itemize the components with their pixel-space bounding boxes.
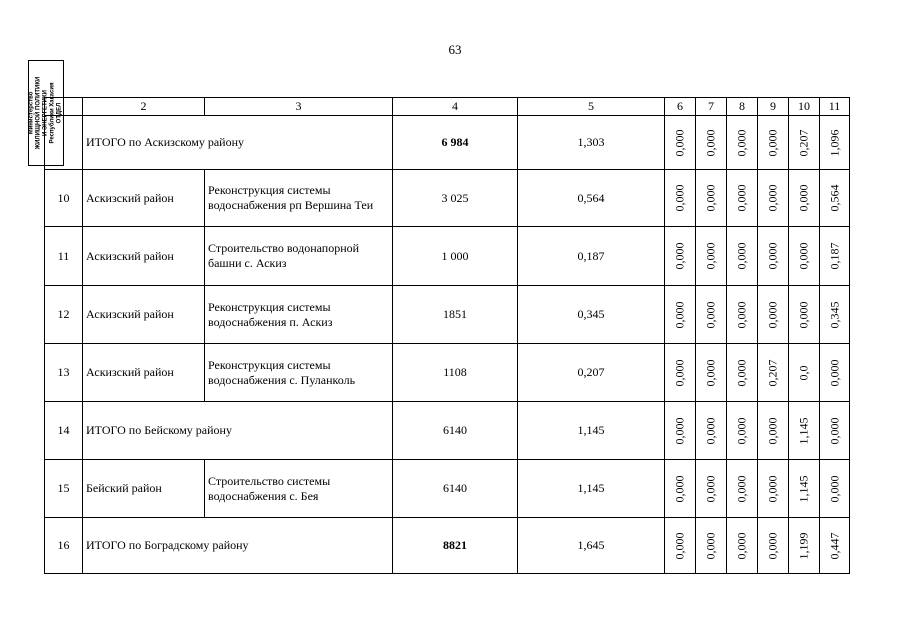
year-value-text: 0,000 [827,475,841,502]
row-number: 12 [45,286,83,344]
year-value-text: 0,000 [672,301,687,328]
year-value-text: 0,000 [796,184,811,212]
year-value [696,286,727,344]
year-value-text: 0,000 [672,242,687,270]
year-value-text: 0,000 [672,417,687,444]
year-value [665,518,696,574]
row-number: 13 [45,344,83,402]
cost-value: 1108 [393,344,518,402]
year-value [665,227,696,286]
column-header: 11 [820,98,850,116]
year-value [789,518,820,574]
year-value [665,170,696,227]
row-number [45,116,83,170]
district-total: ИТОГО по Бейскому району [83,402,393,460]
table-row [45,344,850,402]
year-value-text: 0,187 [827,242,841,270]
table-row [45,518,850,574]
year-value-text: 0,000 [765,184,780,212]
year-value [789,116,820,170]
year-value-text: 0,000 [765,129,780,156]
year-value-text: 0,000 [734,532,749,559]
year-value-text: 0,000 [734,184,749,212]
year-value-text: 0,564 [827,184,841,212]
year-value [727,402,758,460]
year-value [696,518,727,574]
year-value [727,518,758,574]
share-value: 0,207 [518,344,665,402]
year-value [820,344,850,402]
district-total: ИТОГО по Боградскому району [83,518,393,574]
year-value [820,286,850,344]
year-value-text: 0,000 [703,532,718,559]
year-value [758,116,789,170]
project-name: Реконструкция системы водоснабжения рп Вершина Теи [205,170,393,227]
table-row [45,227,850,286]
district-name: Аскизский район [83,344,205,402]
year-value-text: 0,000 [703,417,718,444]
share-value: 0,187 [518,227,665,286]
stamp-line: И ЭНЕРГЕТИКИ [42,90,49,136]
year-value [820,227,850,286]
year-value-text: 0,000 [703,359,718,386]
year-value [665,116,696,170]
data-table [44,97,850,574]
table-row [45,460,850,518]
column-header: 10 [789,98,820,116]
share-value: 0,564 [518,170,665,227]
row-number: 16 [45,518,83,574]
share-value: 1,145 [518,460,665,518]
year-value [789,344,820,402]
row-number: 10 [45,170,83,227]
year-value-text: 0,0 [796,365,811,380]
year-value-text: 0,000 [765,475,780,502]
year-value [758,460,789,518]
year-value [665,286,696,344]
year-value [820,518,850,574]
year-value-text: 1,145 [796,475,811,502]
year-value-text: 0,345 [827,301,841,328]
table-row [45,170,850,227]
year-value-text: 0,000 [703,301,718,328]
year-value [696,460,727,518]
column-header [45,98,83,116]
header-row [45,98,850,116]
stamp-line: Министерство [28,91,35,135]
share-value: 0,345 [518,286,665,344]
year-value [758,227,789,286]
year-value-text: 0,000 [672,184,687,212]
column-header: 3 [205,98,393,116]
row-number: 14 [45,402,83,460]
district-name: Бейский район [83,460,205,518]
column-header: 7 [696,98,727,116]
stamp-line: ЖИЛИЩНОЙ ПОЛИТИКИ [35,76,42,150]
year-value-text: 0,000 [827,417,841,444]
cost-value: 6140 [393,402,518,460]
column-header: 4 [393,98,518,116]
table-row [45,402,850,460]
year-value [820,460,850,518]
year-value [696,344,727,402]
year-value-text: 0,000 [672,532,687,559]
table-row [45,286,850,344]
year-value-text: 0,000 [734,417,749,444]
year-value [727,227,758,286]
column-header: 8 [727,98,758,116]
share-value: 1,145 [518,402,665,460]
year-value-text: 0,000 [672,475,687,502]
year-value [727,170,758,227]
district-name: Аскизский район [83,170,205,227]
year-value-text: 0,000 [765,301,780,328]
year-value-text: 1,145 [796,417,811,444]
year-value-text: 0,000 [765,532,780,559]
table-row [45,116,850,170]
year-value-text: 0,207 [765,359,780,386]
year-value [696,116,727,170]
district-name: Аскизский район [83,227,205,286]
year-value-text: 0,447 [827,532,841,559]
year-value [665,344,696,402]
year-value [758,518,789,574]
stamp-line: Республики Хакасия [49,82,56,144]
project-name: Реконструкция системы водоснабжения с. Пуланколь [205,344,393,402]
project-name: Строительство водонапорной башни с. Аскиз [205,227,393,286]
year-value-text: 0,000 [765,417,780,444]
row-number: 15 [45,460,83,518]
year-value-text: 0,000 [734,301,749,328]
row-number: 11 [45,227,83,286]
year-value [758,286,789,344]
year-value [789,460,820,518]
year-value-text: 0,000 [672,359,687,386]
year-value-text: 0,000 [734,359,749,386]
year-value [727,344,758,402]
year-value-text: 0,000 [703,475,718,502]
year-value [789,402,820,460]
year-value [696,170,727,227]
year-value [789,286,820,344]
year-value-text: 0,207 [796,129,811,156]
column-header: 2 [83,98,205,116]
stamp-line: ОТДЕЛ [56,102,63,124]
year-value-text: 0,000 [703,242,718,270]
cost-value: 6140 [393,460,518,518]
year-value-text: 0,000 [703,129,718,156]
year-value-text: 0,000 [734,129,749,156]
page-number: 63 [448,42,462,57]
share-value: 1,303 [518,116,665,170]
project-name: Реконструкция системы водоснабжения п. Аскиз [205,286,393,344]
cost-value: 3 025 [393,170,518,227]
district-total: ИТОГО по Аскизскому району [83,116,393,170]
column-header: 5 [518,98,665,116]
year-value [727,286,758,344]
year-value-text: 0,000 [703,184,718,212]
year-value-text: 1,199 [796,532,811,559]
year-value [758,344,789,402]
cost-value: 6 984 [393,116,518,170]
year-value-text: 0,000 [796,242,811,270]
cost-value: 8821 [393,518,518,574]
project-name: Строительство системы водоснабжения с. Бея [205,460,393,518]
cost-value: 1851 [393,286,518,344]
year-value [820,402,850,460]
year-value [727,460,758,518]
column-header: 9 [758,98,789,116]
year-value [665,460,696,518]
year-value [789,227,820,286]
year-value [820,116,850,170]
year-value-text: 0,000 [765,242,780,270]
year-value [758,402,789,460]
year-value-text: 1,096 [827,129,841,156]
year-value-text: 0,000 [827,359,841,386]
cost-value: 1 000 [393,227,518,286]
year-value [696,402,727,460]
year-value-text: 0,000 [672,129,687,156]
year-value [727,116,758,170]
year-value-text: 0,000 [734,242,749,270]
share-value: 1,645 [518,518,665,574]
year-value-text: 0,000 [734,475,749,502]
year-value [820,170,850,227]
year-value [758,170,789,227]
year-value [665,402,696,460]
year-value [789,170,820,227]
year-value [696,227,727,286]
district-name: Аскизский район [83,286,205,344]
column-header: 6 [665,98,696,116]
year-value-text: 0,000 [796,301,811,328]
